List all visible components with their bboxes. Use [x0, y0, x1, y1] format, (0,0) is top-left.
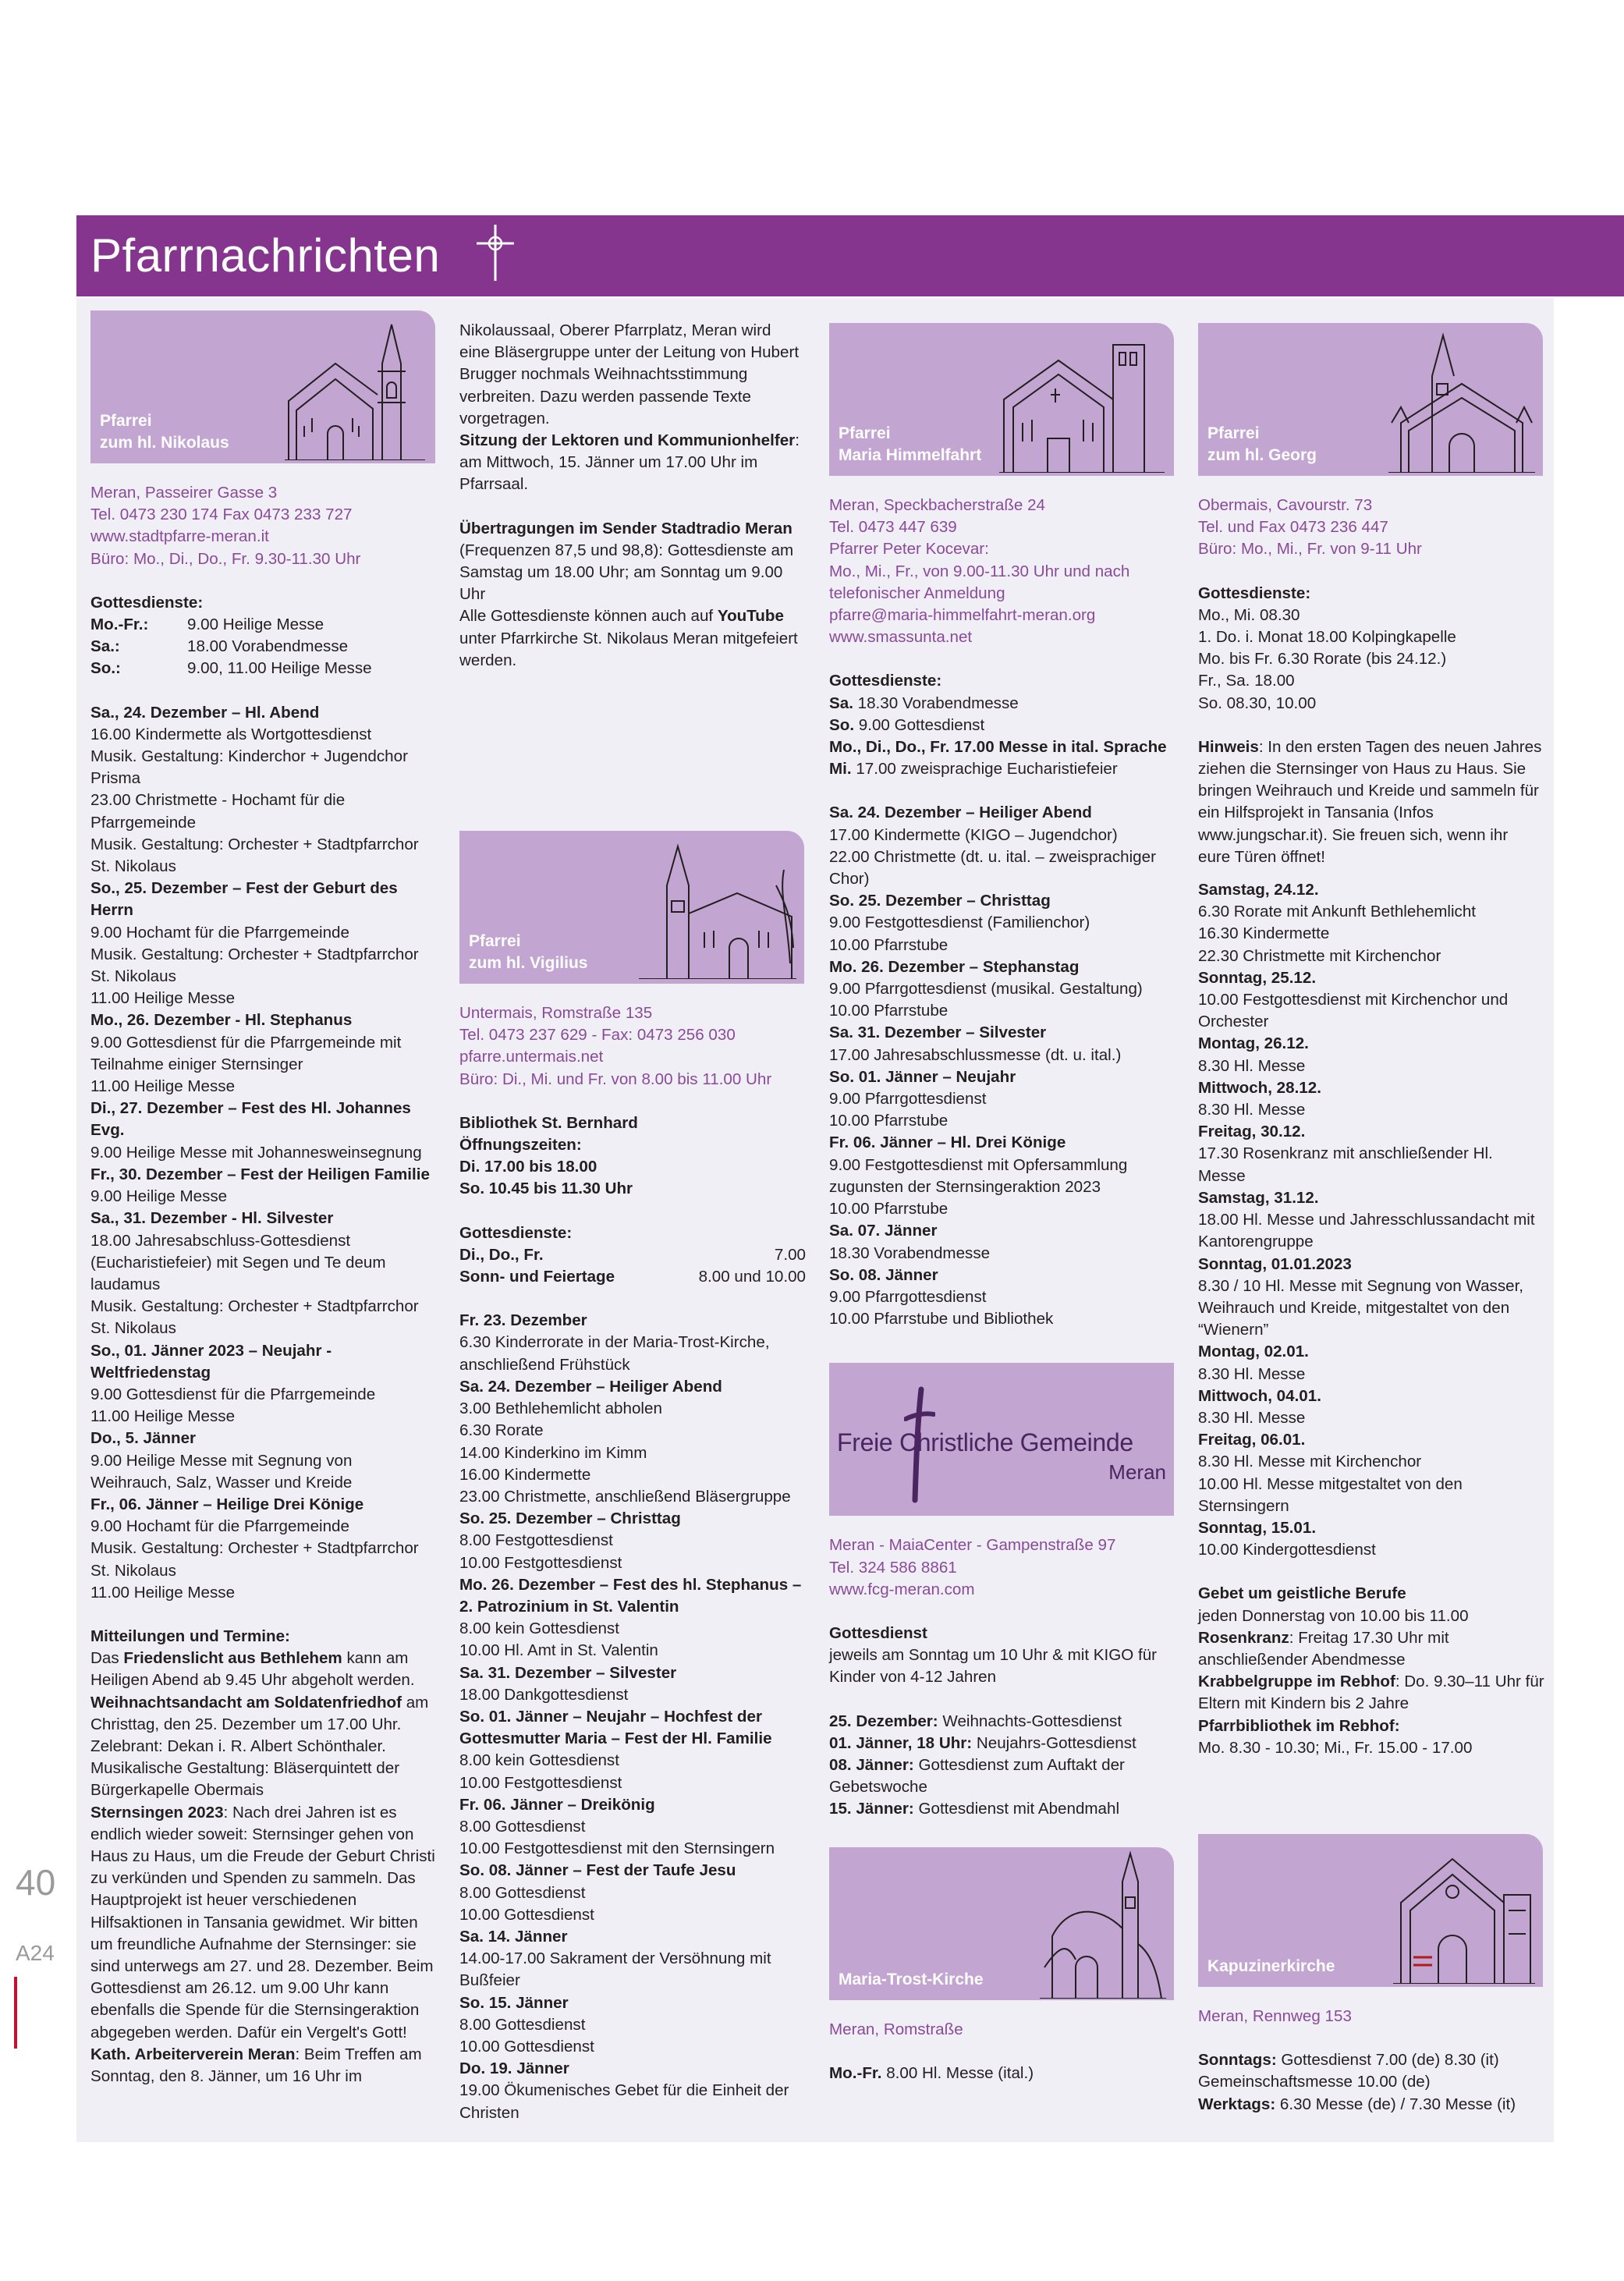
- fcg-event: [829, 1711, 1175, 1733]
- notice-text: : Do. 9.30–11 Uhr für Eltern mit Kindern bis 2 Jahre: [1198, 1673, 1544, 1713]
- service-days: Mo., Di., Do., Fr.: [829, 738, 950, 757]
- column-vigilius: [459, 320, 806, 2124]
- georg-services: [1198, 605, 1544, 715]
- event-text: Gottesdienst zum Auftakt der Gebetswoche: [829, 1755, 1125, 1797]
- schedule-item: 19.00 Ökumenisches Gebet für die Einheit der Christen: [459, 2081, 789, 2122]
- schedule-item: 11.00 Heilige Messe: [90, 1407, 236, 1426]
- event-text: Gottesdienst mit Abendmahl: [913, 1800, 1120, 1818]
- georg-phone: Tel. und Fax 0473 236 447: [1198, 518, 1388, 537]
- schedule-item: 9.00 Festgottesdienst mit Opfersammlung zugunsten der Sternsingeraktion 2023: [829, 1155, 1128, 1196]
- schedule-item: 10.00 Pfarrstube: [829, 935, 949, 954]
- schedule-item: Musik. Gestaltung: Orchester + Stadtpfarrchor St. Nikolaus: [90, 1539, 419, 1580]
- notice-keyword: Sitzung der Lektoren und Kommunionhelfer: [459, 431, 796, 450]
- notice-keyword: Rosenkranz: [1198, 1628, 1289, 1647]
- georg-service-line: Mo. bis Fr. 6.30 Rorate (bis 24.12.): [1198, 650, 1447, 669]
- schedule-item: 22.30 Christmette mit Kirchenchor: [1198, 946, 1441, 965]
- himmelfahrt-service-row: [829, 693, 1175, 715]
- himmelfahrt-service-row: [829, 758, 1175, 780]
- service-time: 8.00 und 10.00: [698, 1268, 806, 1286]
- schedule-item: 9.00 Pfarrgottesdienst (musikal. Gestaltung): [829, 980, 1143, 999]
- fcg-logo-box: [829, 1363, 1174, 1516]
- schedule-item: 9.00 Hochamt für die Pfarrgemeinde: [90, 923, 349, 942]
- schedule-item: 9.00 Hochamt für die Pfarrgemeinde: [90, 1517, 349, 1536]
- schedule-item: Musik. Gestaltung: Orchester + Stadtpfarrchor St. Nikolaus: [90, 1297, 419, 1338]
- schedule-item: 11.00 Heilige Messe: [90, 1077, 236, 1096]
- notice-text: Das: [90, 1649, 124, 1668]
- library-hours-1: Di. 17.00 bis 18.00: [459, 1158, 597, 1176]
- service-time: 8.00 Hl. Messe (ital.): [881, 2063, 1034, 2082]
- notice-text: (Frequenzen 87,5 und 98,8): Gottesdienste am Samstag um 18.00 Uhr; am Sonntag um 9.00 Uhr: [459, 541, 794, 604]
- service-time: 9.00 Heilige Messe: [187, 615, 324, 634]
- schedule-item: 9.00 Heilige Messe mit Segnung von Weihrauch, Salz, Wasser und Kreide: [90, 1451, 353, 1492]
- vigilius-schedule: [459, 1310, 806, 2124]
- schedule-heading: So. 08. Jänner – Fest der Taufe Jesu: [459, 1861, 736, 1880]
- fcg-phone: Tel. 324 586 8861: [829, 1558, 957, 1577]
- notice-sternsingen: [90, 1802, 437, 2044]
- schedule-heading: So. 08. Jänner: [829, 1265, 938, 1284]
- schedule-heading: Do., 5. Jänner: [90, 1429, 197, 1448]
- fcg-logo-text: Freie Christliche Gemeinde: [837, 1428, 1133, 1457]
- vigilius-street: Untermais, Romstraße 135: [459, 1004, 653, 1023]
- kapuziner-header: [1198, 1834, 1543, 1987]
- schedule-item: 10.00 Pfarrstube: [829, 1200, 949, 1219]
- vigilius-phone: Tel. 0473 237 629 - Fax: 0473 256 030: [459, 1026, 736, 1045]
- schedule-item: 18.00 Jahresabschluss-Gottesdienst (Eucharistiefeier) mit Segen und Te deum laudamus: [90, 1231, 386, 1293]
- vigilius-label-2: zum hl. Vigilius: [469, 954, 588, 973]
- schedule-item: 3.00 Bethlehemlicht abholen: [459, 1399, 662, 1418]
- schedule-item: 9.00 Heilige Messe: [90, 1187, 228, 1206]
- schedule-heading: Sa. 14. Jänner: [459, 1927, 568, 1946]
- georg-schedule: [1198, 879, 1544, 1561]
- event-text: Neujahrs-Gottesdienst: [972, 1733, 1136, 1752]
- schedule-heading: Mo. 26. Dezember – Stephanstag: [829, 957, 1080, 976]
- nikolaus-continuation: Nikolaussaal, Oberer Pfarrplatz, Meran wird eine Bläsergruppe unter der Leitung von Hubert Brugger nochmals Weihnachtsstimmung verbreiten. Dazu werden passende Texte vorgetragen.: [459, 321, 800, 427]
- notice-keyword: Kath. Arbeiterverein Meran: [90, 2045, 296, 2063]
- schedule-item: 10.00 Gottesdienst: [459, 2037, 594, 2056]
- kapuziner-weekday: [1198, 2094, 1544, 2116]
- himmelfahrt-services-heading: Gottesdienste:: [829, 672, 942, 690]
- nikolaus-services-heading: Gottesdienste:: [90, 593, 204, 612]
- service-time: Gottesdienst 7.00 (de) 8.30 (it): [1276, 2051, 1499, 2070]
- schedule-item: 8.00 Gottesdienst: [459, 2015, 586, 2034]
- vigilius-service-row: [459, 1244, 806, 1266]
- notice-keyword: Weihnachtsandacht am Soldatenfriedhof: [90, 1693, 402, 1712]
- schedule-heading: So. 01. Jänner – Neujahr – Hochfest der Gottesmutter Maria – Fest der Hl. Familie: [459, 1707, 772, 1748]
- schedule-heading: Sonntag, 15.01.: [1198, 1518, 1317, 1537]
- himmelfahrt-website[interactable]: www.smassunta.net: [829, 628, 973, 647]
- notice-text: kann am Heiligen Abend ab 9.45 Uhr abgeholt werden.: [90, 1649, 415, 1690]
- himmelfahrt-label-1: Pfarrei: [839, 424, 891, 442]
- notice-arbeiterverein: [90, 2044, 437, 2088]
- page-number: 40: [16, 1862, 56, 1903]
- schedule-heading: Samstag, 31.12.: [1198, 1188, 1319, 1207]
- column-georg: [1198, 323, 1544, 2116]
- georg-address: [1198, 495, 1544, 561]
- service-days: So.:: [90, 659, 121, 678]
- georg-library-hours: Mo. 8.30 - 10.30; Mi., Fr. 15.00 - 17.00: [1198, 1738, 1473, 1757]
- himmelfahrt-street: Meran, Speckbacherstraße 24: [829, 496, 1046, 514]
- service-days: Mo.-Fr.: [829, 2063, 882, 2082]
- schedule-heading: Sa. 24. Dezember – Heiliger Abend: [459, 1377, 722, 1396]
- schedule-item: 17.00 Jahresabschlussmesse (dt. u. ital.): [829, 1045, 1122, 1064]
- church-vigilius-icon: [636, 839, 800, 979]
- notice-keyword: YouTube: [717, 607, 784, 626]
- fcg-services-heading: Gottesdienst: [829, 1623, 927, 1642]
- service-time: 17.00 Messe in ital. Sprache: [949, 738, 1167, 757]
- schedule-heading: Sonntag, 01.01.2023: [1198, 1254, 1352, 1273]
- schedule-heading: Freitag, 30.12.: [1198, 1123, 1306, 1141]
- fcg-address: [829, 1534, 1175, 1601]
- fcg-services-text: jeweils am Sonntag um 10 Uhr & mit KIGO für Kinder von 4-12 Jahren: [829, 1646, 1158, 1687]
- schedule-item: 8.00 Gottesdienst: [459, 1883, 586, 1902]
- fcg-event: [829, 1733, 1175, 1754]
- schedule-item: 8.30 Hl. Messe: [1198, 1101, 1306, 1119]
- schedule-heading: Mo. 26. Dezember – Fest des hl. Stephanus – 2. Patrozinium in St. Valentin: [459, 1575, 802, 1616]
- schedule-heading: Freitag, 06.01.: [1198, 1431, 1306, 1449]
- page-accent-bar: [14, 1977, 17, 2049]
- nikolaus-service-row: [90, 614, 437, 636]
- schedule-item: 8.30 Hl. Messe: [1198, 1364, 1306, 1383]
- himmelfahrt-service-row: [829, 736, 1175, 758]
- schedule-item: 9.00 Heilige Messe mit Johannesweinsegnung: [90, 1143, 422, 1162]
- georg-office-hours: Büro: Mo., Mi., Fr. von 9-11 Uhr: [1198, 540, 1422, 559]
- notice-text: : Beim Treffen am Sonntag, den 8. Jänner, um 16 Uhr im: [90, 2045, 422, 2086]
- event-date: 25. Dezember:: [829, 1712, 938, 1730]
- schedule-item: 18.30 Vorabendmesse: [829, 1243, 991, 1262]
- vigilius-services-heading: Gottesdienste:: [459, 1223, 573, 1242]
- schedule-item: 8.00 kein Gottesdienst: [459, 1619, 619, 1638]
- mariatrost-address: Meran, Romstraße: [829, 2020, 963, 2038]
- service-time: 18.30 Vorabendmesse: [853, 694, 1019, 712]
- georg-vocation-text: jeden Donnerstag von 10.00 bis 11.00: [1198, 1606, 1469, 1625]
- georg-street: Obermais, Cavourstr. 73: [1198, 496, 1373, 514]
- library-hours-2: So. 10.45 bis 11.30 Uhr: [459, 1180, 633, 1198]
- himmelfahrt-schedule: [829, 802, 1175, 1330]
- nikolaus-service-row: [90, 636, 437, 658]
- page-title: Pfarrnachrichten: [90, 229, 441, 282]
- georg-service-line: Fr., Sa. 18.00: [1198, 672, 1295, 690]
- schedule-heading: Sa., 31. Dezember - Hl. Silvester: [90, 1209, 334, 1228]
- nikolaus-schedule: [90, 702, 437, 1604]
- schedule-item: 10.00 Hl. Messe mitgestaltet von den Sternsingern: [1198, 1474, 1463, 1515]
- schedule-heading: Sonntag, 25.12.: [1198, 968, 1317, 987]
- nikolaus-notices-heading: Mitteilungen und Termine:: [90, 1626, 290, 1645]
- schedule-item: 8.00 kein Gottesdienst: [459, 1751, 619, 1770]
- church-georg-icon: [1385, 329, 1538, 473]
- nikolaus-header: [90, 310, 435, 463]
- schedule-item: 10.00 Gottesdienst: [459, 1905, 594, 1924]
- georg-service-line: 1. Do. i. Monat 18.00 Kolpingkapelle: [1198, 628, 1456, 647]
- georg-notice: [1198, 736, 1544, 868]
- schedule-heading: Di., 27. Dezember – Fest des Hl. Johannes Evg.: [90, 1099, 411, 1140]
- schedule-heading: Sa. 31. Dezember – Silvester: [459, 1663, 677, 1682]
- schedule-item: Musik. Gestaltung: Orchester + Stadtpfarrchor St. Nikolaus: [90, 945, 419, 986]
- schedule-item: 6.30 Rorate mit Ankunft Bethlehemlicht: [1198, 903, 1477, 921]
- schedule-item: 8.00 Festgottesdienst: [459, 1531, 613, 1550]
- schedule-item: 9.00 Pfarrgottesdienst: [829, 1090, 987, 1109]
- schedule-item: 10.00 Festgottesdienst mit Kirchenchor und Orchester: [1198, 991, 1509, 1031]
- schedule-item: 23.00 Christmette - Hochamt für die Pfarrgemeinde: [90, 791, 346, 832]
- georg-rosary: [1198, 1627, 1544, 1671]
- nikolaus-label-1: Pfarrei: [100, 412, 152, 430]
- georg-vocation-heading: Gebet um geistliche Berufe: [1198, 1584, 1406, 1603]
- schedule-item: 9.00 Pfarrgottesdienst: [829, 1287, 987, 1306]
- georg-service-line: Mo., Mi. 08.30: [1198, 605, 1300, 624]
- notice-radio: [459, 518, 806, 606]
- notice-text: : In den ersten Tagen des neuen Jahres ziehen die Sternsinger von Haus zu Haus. Sie bringen Weihrauch und Kreide und sammeln für ein Hilfsprojekt in Tansania (Infos www.jungschar.it). Sie freuen sich, wenn ihr eure Türen öffnet!: [1198, 737, 1542, 866]
- georg-playgroup: [1198, 1671, 1544, 1715]
- schedule-heading: So. 01. Jänner – Neujahr: [829, 1067, 1016, 1086]
- georg-services-heading: Gottesdienste:: [1198, 584, 1311, 602]
- schedule-item: 8.30 Hl. Messe: [1198, 1408, 1306, 1427]
- library-title: Bibliothek St. Bernhard: [459, 1113, 638, 1132]
- schedule-item: 10.00 Pfarrstube: [829, 1002, 949, 1020]
- vigilius-address: [459, 1002, 806, 1091]
- schedule-item: 16.00 Kindermette als Wortgottesdienst: [90, 725, 372, 743]
- schedule-item: 17.30 Rosenkranz mit anschließender Hl. Messe: [1198, 1144, 1493, 1185]
- schedule-item: 8.30 / 10 Hl. Messe mit Segnung von Wasser, Weihrauch und Kreide, mitgestaltet von den “Wienern”: [1198, 1276, 1524, 1339]
- notice-text: am Christtag, den 25. Dezember um 17.00 Uhr. Zelebrant: Dekan i. R. Albert Schönthaler. Musikalische Gestaltung: Bläserquintett der Bürgerkapelle Obermais: [90, 1693, 429, 1800]
- kapuziner-address: Meran, Rennweg 153: [1198, 2006, 1352, 2025]
- service-days: Di., Do., Fr.: [459, 1245, 544, 1264]
- notice-keyword: Übertragungen im Sender Stadtradio Meran: [459, 519, 792, 537]
- kapuziner-label: Kapuzinerkirche: [1207, 1956, 1335, 1975]
- service-time: 9.00, 11.00 Heilige Messe: [187, 659, 372, 678]
- schedule-item: 14.00-17.00 Sakrament der Versöhnung mit Bußfeier: [459, 1949, 771, 1990]
- mariatrost-header: [829, 1847, 1174, 2000]
- schedule-item: Musik. Gestaltung: Kinderchor + Jugendchor Prisma: [90, 747, 408, 788]
- schedule-heading: Fr. 06. Jänner – Hl. Drei Könige: [829, 1133, 1066, 1152]
- georg-library-heading: Pfarrbibliothek im Rebhof:: [1198, 1716, 1400, 1735]
- schedule-heading: Montag, 26.12.: [1198, 1034, 1309, 1053]
- schedule-heading: Sa. 24. Dezember – Heiliger Abend: [829, 803, 1092, 822]
- schedule-item: 10.00 Hl. Amt in St. Valentin: [459, 1641, 658, 1660]
- service-days: Sonn- und Feiertage: [459, 1268, 615, 1286]
- schedule-item: 18.00 Dankgottesdienst: [459, 1685, 629, 1704]
- notice-text: : Freitag 17.30 Uhr mit anschließender Abendmesse: [1198, 1628, 1449, 1669]
- service-time: 18.00 Vorabendmesse: [187, 637, 349, 656]
- schedule-item: 17.00 Kindermette (KIGO – Jugendchor): [829, 825, 1118, 844]
- service-days: Sa.: [829, 694, 853, 712]
- nikolaus-website[interactable]: www.stadtpfarre-meran.it: [90, 527, 269, 546]
- mariatrost-label: Maria-Trost-Kirche: [839, 1970, 984, 1988]
- event-date: 01. Jänner, 18 Uhr:: [829, 1733, 973, 1752]
- schedule-item: 10.00 Festgottesdienst mit den Sternsingern: [459, 1839, 775, 1858]
- church-kapuziner-icon: [1390, 1840, 1538, 1984]
- church-nikolaus-icon: [281, 317, 429, 460]
- column-nikolaus: [90, 310, 437, 2088]
- schedule-item: 10.00 Pfarrstube: [829, 1112, 949, 1130]
- himmelfahrt-service-row: [829, 715, 1175, 736]
- notice-keyword: Hinweis: [1198, 737, 1259, 756]
- schedule-heading: Mittwoch, 28.12.: [1198, 1078, 1321, 1097]
- notice-keyword: Krabbelgruppe im Rebhof: [1198, 1673, 1395, 1691]
- service-days: Mi.: [829, 760, 852, 779]
- church-himmelfahrt-icon: [996, 329, 1168, 473]
- schedule-item: 6.30 Kinderrorate in der Maria-Trost-Kirche, anschließend Frühstück: [459, 1333, 770, 1374]
- schedule-heading: So. 25. Dezember – Christtag: [459, 1509, 681, 1528]
- himmelfahrt-header: [829, 323, 1174, 476]
- notice-text: Alle Gottesdienste können auch auf: [459, 607, 718, 626]
- vigilius-office-hours: Büro: Di., Mi. und Fr. von 8.00 bis 11.00 Uhr: [459, 1070, 772, 1088]
- kapuziner-service: [1198, 2049, 1544, 2071]
- schedule-item: 10.00 Pfarrstube und Bibliothek: [829, 1310, 1054, 1329]
- fcg-event: [829, 1798, 1175, 1820]
- schedule-heading: Sa. 31. Dezember – Silvester: [829, 1023, 1047, 1042]
- notice-text: : Nach drei Jahren ist es endlich wieder soweit: Sternsinger gehen von Haus zu Haus, um die Freude der Geburt Christi zu verkünden und Spenden zu sammeln. Das Hauptprojekt ist heuer verschiedenen Hilfsaktionen in Tansania gewidmet. Wir bitten um freundliche Aufnahme der Sternsinger: sie sind unterwegs am 27. und 28. Dezember. Beim Gottesdienst am 26.12. um 9.00 Uhr kann ebenfalls die Spende für die Sternsingeraktion abgegeben werden. Dafür ein Vergelt's Gott!: [90, 1803, 435, 2042]
- fcg-logo-sub: Meran: [1108, 1460, 1166, 1485]
- fcg-website[interactable]: www.fcg-meran.com: [829, 1580, 975, 1598]
- church-mariatrost-icon: [1037, 1850, 1169, 1999]
- schedule-heading: Samstag, 24.12.: [1198, 881, 1319, 899]
- schedule-item: 11.00 Heilige Messe: [90, 1583, 236, 1602]
- service-days: Sonntags:: [1198, 2051, 1277, 2070]
- vigilius-website[interactable]: pfarre.untermais.net: [459, 1048, 604, 1066]
- georg-service-line: So. 08.30, 10.00: [1198, 694, 1317, 712]
- schedule-item: Musik. Gestaltung: Orchester + Stadtpfarrchor St. Nikolaus: [90, 835, 419, 876]
- service-days: Werktags:: [1198, 2095, 1276, 2113]
- fcg-street: Meran - MaiaCenter - Gampenstraße 97: [829, 1536, 1116, 1555]
- service-time: 17.00 zweisprachige Eucharistiefeier: [851, 760, 1118, 779]
- himmelfahrt-priest: Pfarrer Peter Kocevar:: [829, 540, 989, 559]
- vigilius-service-row: [459, 1266, 806, 1288]
- nikolaus-office-hours: Büro: Mo., Di., Do., Fr. 9.30-11.30 Uhr: [90, 549, 361, 568]
- fcg-event: [829, 1754, 1175, 1798]
- library-hours-heading: Öffnungszeiten:: [459, 1136, 582, 1155]
- notice-keyword: Sternsingen 2023: [90, 1803, 224, 1822]
- schedule-heading: Sa., 24. Dezember – Hl. Abend: [90, 703, 320, 722]
- schedule-heading: Montag, 02.01.: [1198, 1343, 1309, 1361]
- schedule-heading: Sa. 07. Jänner: [829, 1222, 938, 1240]
- service-time: 7.00: [774, 1245, 806, 1264]
- schedule-item: 16.00 Kindermette: [459, 1465, 591, 1484]
- page-code: A24: [16, 1941, 55, 1965]
- schedule-heading: So., 01. Jänner 2023 – Neujahr - Weltfriedenstag: [90, 1341, 332, 1382]
- schedule-item: 18.00 Hl. Messe und Jahresschlussandacht mit Kantorengruppe: [1198, 1211, 1535, 1251]
- georg-label-1: Pfarrei: [1207, 424, 1260, 442]
- service-days: So.: [829, 715, 855, 734]
- schedule-item: 8.30 Hl. Messe mit Kirchenchor: [1198, 1453, 1422, 1471]
- schedule-item: 6.30 Rorate: [459, 1421, 544, 1440]
- notice-text: : am Mittwoch, 15. Jänner um 17.00 Uhr im Pfarrsaal.: [459, 431, 800, 494]
- schedule-item: 10.00 Festgottesdienst: [459, 1773, 622, 1792]
- schedule-heading: Fr. 23. Dezember: [459, 1311, 587, 1330]
- georg-label-2: zum hl. Georg: [1207, 446, 1317, 464]
- nikolaus-services: [90, 614, 437, 680]
- schedule-item: 10.00 Kindergottesdienst: [1198, 1541, 1376, 1559]
- vigilius-label-1: Pfarrei: [469, 932, 521, 951]
- kapuziner-service-2: Gemeinschaftsmesse 10.00 (de): [1198, 2073, 1431, 2091]
- column-himmelfahrt: [829, 323, 1175, 2084]
- himmelfahrt-email[interactable]: pfarre@maria-himmelfahrt-meran.org: [829, 606, 1096, 625]
- schedule-heading: So. 15. Jänner: [459, 1993, 569, 2012]
- schedule-heading: Fr. 06. Jänner – Dreikönig: [459, 1795, 655, 1814]
- schedule-heading: So. 25. Dezember – Christtag: [829, 892, 1051, 910]
- schedule-heading: Mittwoch, 04.01.: [1198, 1386, 1321, 1405]
- himmelfahrt-office-hours: Mo., Mi., Fr., von 9.00-11.30 Uhr und nach telefonischer Anmeldung: [829, 562, 1130, 602]
- nikolaus-label-2: zum hl. Nikolaus: [100, 434, 229, 452]
- vigilius-header: [459, 831, 804, 984]
- notice-soldatenfriedhof: [90, 1692, 437, 1802]
- schedule-item: 9.00 Festgottesdienst (Familienchor): [829, 913, 1090, 932]
- schedule-item: 14.00 Kinderkino im Kimm: [459, 1443, 647, 1462]
- schedule-item: 8.00 Gottesdienst: [459, 1817, 586, 1836]
- notice-friedenslicht: [90, 1648, 437, 1691]
- himmelfahrt-address: [829, 495, 1175, 648]
- notice-lektoren: [459, 430, 806, 496]
- service-days: Mo.-Fr.:: [90, 615, 149, 634]
- event-date: 15. Jänner:: [829, 1800, 914, 1818]
- notice-keyword: Friedenslicht aus Bethlehem: [123, 1649, 342, 1668]
- notice-youtube: [459, 605, 806, 672]
- event-date: 08. Jänner:: [829, 1755, 914, 1774]
- service-time: 6.30 Messe (de) / 7.30 Messe (it): [1275, 2095, 1516, 2113]
- schedule-heading: So., 25. Dezember – Fest der Geburt des Herrn: [90, 879, 398, 920]
- schedule-item: 16.30 Kindermette: [1198, 924, 1330, 943]
- nikolaus-address: [90, 482, 437, 570]
- schedule-item: 9.00 Gottesdienst für die Pfarrgemeinde: [90, 1385, 376, 1403]
- schedule-item: 9.00 Gottesdienst für die Pfarrgemeinde mit Teilnahme einiger Sternsinger: [90, 1033, 402, 1073]
- schedule-heading: Do. 19. Jänner: [459, 2059, 569, 2078]
- georg-header: [1198, 323, 1543, 476]
- service-time: 9.00 Gottesdienst: [854, 715, 985, 734]
- cross-icon: [472, 222, 519, 284]
- schedule-heading: Fr., 06. Jänner – Heilige Drei Könige: [90, 1495, 364, 1513]
- event-text: Weihnachts-Gottesdienst: [938, 1712, 1122, 1730]
- schedule-item: 11.00 Heilige Messe: [90, 989, 236, 1008]
- nikolaus-phone: Tel. 0473 230 174 Fax 0473 233 727: [90, 506, 353, 524]
- schedule-item: 8.30 Hl. Messe: [1198, 1056, 1306, 1075]
- nikolaus-street: Meran, Passeirer Gasse 3: [90, 484, 278, 502]
- himmelfahrt-label-2: Maria Himmelfahrt: [839, 446, 982, 464]
- nikolaus-service-row: [90, 658, 437, 679]
- schedule-item: 23.00 Christmette, anschließend Bläsergruppe: [459, 1487, 791, 1506]
- mariatrost-service: [829, 2063, 1175, 2084]
- schedule-item: 22.00 Christmette (dt. u. ital. – zweisprachiger Chor): [829, 847, 1156, 889]
- schedule-heading: Fr., 30. Dezember – Fest der Heiligen Familie: [90, 1165, 430, 1183]
- schedule-heading: Mo., 26. Dezember - Hl. Stephanus: [90, 1011, 353, 1030]
- service-days: Sa.:: [90, 637, 120, 656]
- schedule-item: 10.00 Festgottesdienst: [459, 1553, 622, 1572]
- notice-text: unter Pfarrkirche St. Nikolaus Meran mitgefeiert werden.: [459, 629, 798, 669]
- himmelfahrt-phone: Tel. 0473 447 639: [829, 518, 957, 537]
